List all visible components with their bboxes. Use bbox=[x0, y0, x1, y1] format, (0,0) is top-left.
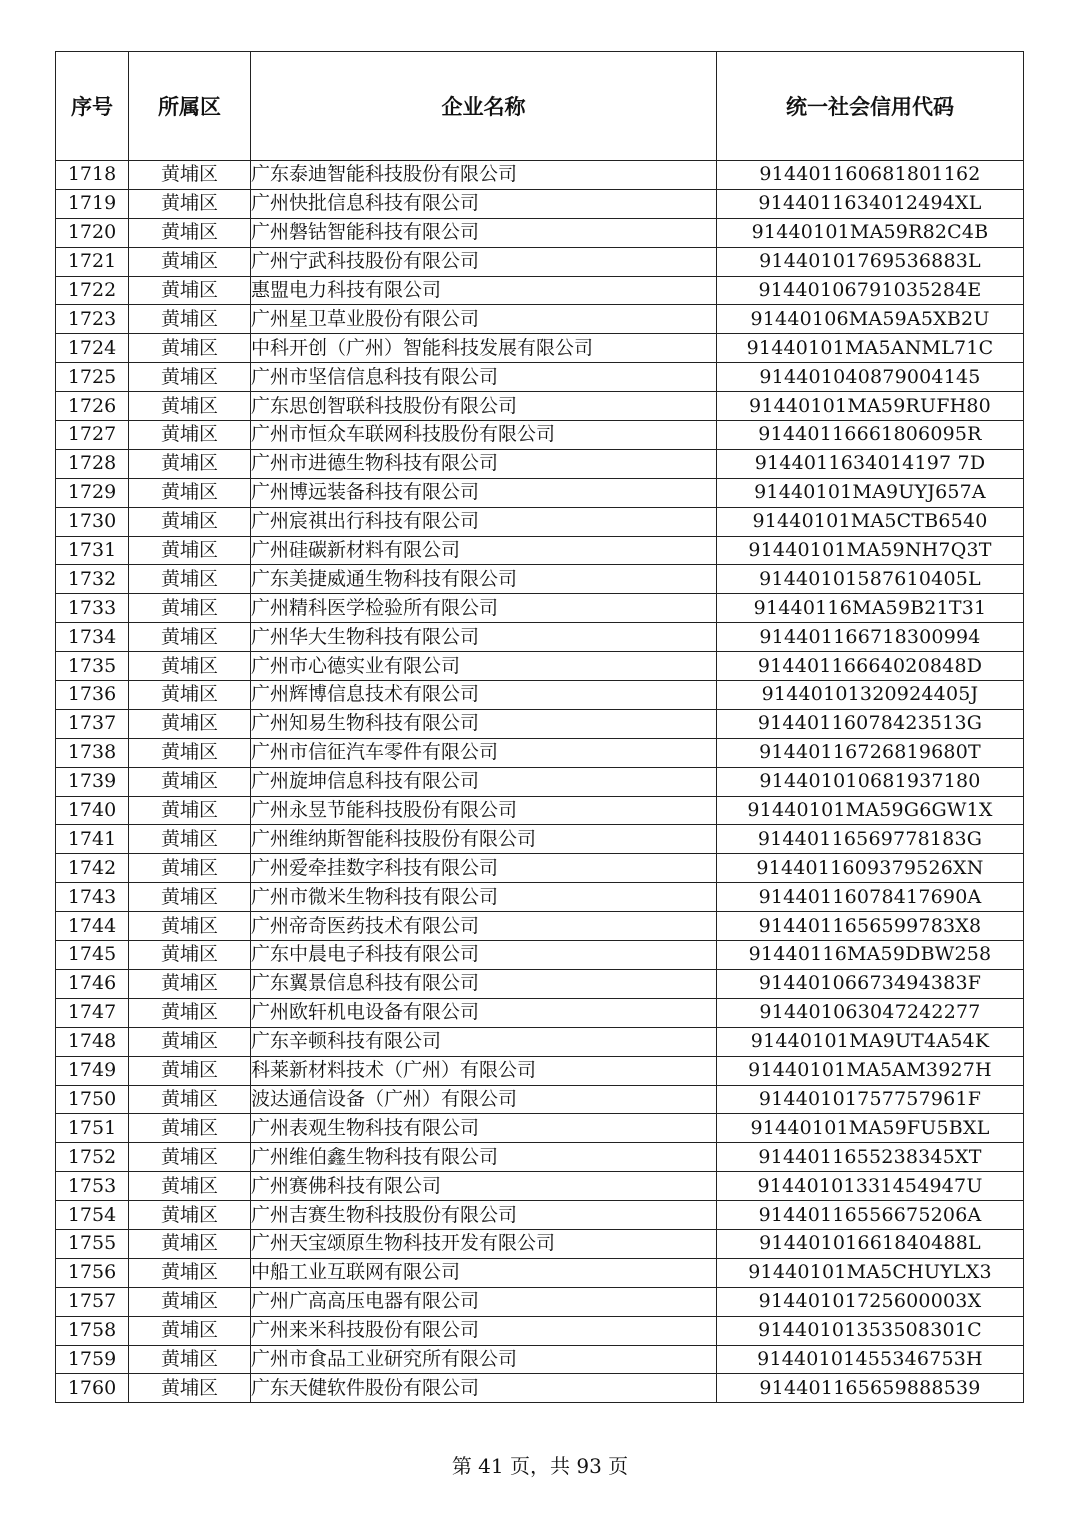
row-code-cell: 914401040879004145 bbox=[717, 363, 1024, 392]
row-code-cell: 9144011609379526XN bbox=[717, 854, 1024, 883]
row-district-cell: 黄埔区 bbox=[129, 681, 251, 710]
row-company-cell: 广东中晨电子科技有限公司 bbox=[251, 941, 717, 970]
table-header bbox=[56, 52, 1024, 161]
table-row bbox=[56, 1114, 1024, 1143]
row-seq-cell: 1735 bbox=[56, 652, 129, 681]
table-row bbox=[56, 507, 1024, 536]
row-code-cell: 91440101MA5CHUYLX3 bbox=[717, 1258, 1024, 1287]
row-seq-cell: 1760 bbox=[56, 1374, 129, 1403]
row-district-cell: 黄埔区 bbox=[129, 565, 251, 594]
table-row bbox=[56, 421, 1024, 450]
row-district-cell: 黄埔区 bbox=[129, 305, 251, 334]
row-district-cell: 黄埔区 bbox=[129, 189, 251, 218]
row-district-cell: 黄埔区 bbox=[129, 334, 251, 363]
row-district-cell: 黄埔区 bbox=[129, 854, 251, 883]
row-code-cell: 91440101MA9UT4A54K bbox=[717, 1027, 1024, 1056]
row-district-cell: 黄埔区 bbox=[129, 161, 251, 190]
row-company-cell: 广州天宝颂原生物科技开发有限公司 bbox=[251, 1229, 717, 1258]
row-company-cell: 广州维纳斯智能科技股份有限公司 bbox=[251, 825, 717, 854]
row-company-cell: 惠盟电力科技有限公司 bbox=[251, 276, 717, 305]
row-code-cell: 91440101MA5CTB6540 bbox=[717, 507, 1024, 536]
row-district-cell: 黄埔区 bbox=[129, 1287, 251, 1316]
row-district-cell: 黄埔区 bbox=[129, 623, 251, 652]
table-row bbox=[56, 478, 1024, 507]
table-row bbox=[56, 825, 1024, 854]
row-seq-cell: 1737 bbox=[56, 709, 129, 738]
enterprise-registry-table bbox=[55, 51, 1024, 1403]
table-row bbox=[56, 998, 1024, 1027]
table-row bbox=[56, 796, 1024, 825]
row-district-cell: 黄埔区 bbox=[129, 738, 251, 767]
row-seq-cell: 1727 bbox=[56, 421, 129, 450]
table-row bbox=[56, 681, 1024, 710]
row-company-cell: 广州星卫草业股份有限公司 bbox=[251, 305, 717, 334]
row-code-cell: 91440116078417690A bbox=[717, 883, 1024, 912]
table-row bbox=[56, 1056, 1024, 1085]
row-district-cell: 黄埔区 bbox=[129, 478, 251, 507]
table-row bbox=[56, 449, 1024, 478]
row-code-cell: 914401166718300994 bbox=[717, 623, 1024, 652]
row-seq-cell: 1752 bbox=[56, 1143, 129, 1172]
table-row bbox=[56, 536, 1024, 565]
table-row bbox=[56, 1316, 1024, 1345]
row-code-cell: 9144011634012494XL bbox=[717, 189, 1024, 218]
row-code-cell: 91440116MA59DBW258 bbox=[717, 941, 1024, 970]
table-row bbox=[56, 912, 1024, 941]
table-row bbox=[56, 1374, 1024, 1403]
row-company-cell: 广州博远装备科技有限公司 bbox=[251, 478, 717, 507]
row-seq-cell: 1718 bbox=[56, 161, 129, 190]
row-district-cell: 黄埔区 bbox=[129, 276, 251, 305]
row-company-cell: 广州市进德生物科技有限公司 bbox=[251, 449, 717, 478]
row-company-cell: 广东翼景信息科技有限公司 bbox=[251, 969, 717, 998]
row-code-cell: 914401010681937180 bbox=[717, 767, 1024, 796]
row-company-cell: 广州市信征汽车零件有限公司 bbox=[251, 738, 717, 767]
header-code: 统一社会信用代码 bbox=[717, 52, 1024, 161]
row-company-cell: 广东辛顿科技有限公司 bbox=[251, 1027, 717, 1056]
row-company-cell: 广州欧轩机电设备有限公司 bbox=[251, 998, 717, 1027]
row-company-cell: 广东天健软件股份有限公司 bbox=[251, 1374, 717, 1403]
row-code-cell: 91440106791035284E bbox=[717, 276, 1024, 305]
row-seq-cell: 1729 bbox=[56, 478, 129, 507]
row-seq-cell: 1721 bbox=[56, 247, 129, 276]
row-seq-cell: 1733 bbox=[56, 594, 129, 623]
row-company-cell: 广州硅碳新材料有限公司 bbox=[251, 536, 717, 565]
row-company-cell: 广州市微米生物科技有限公司 bbox=[251, 883, 717, 912]
row-seq-cell: 1759 bbox=[56, 1345, 129, 1374]
row-code-cell: 91440101769536883L bbox=[717, 247, 1024, 276]
table-row bbox=[56, 854, 1024, 883]
header-row bbox=[56, 52, 1024, 161]
table-row bbox=[56, 594, 1024, 623]
row-company-cell: 广州爱牵挂数字科技有限公司 bbox=[251, 854, 717, 883]
row-seq-cell: 1723 bbox=[56, 305, 129, 334]
row-code-cell: 91440101455346753H bbox=[717, 1345, 1024, 1374]
row-code-cell: 91440101353508301C bbox=[717, 1316, 1024, 1345]
row-seq-cell: 1742 bbox=[56, 854, 129, 883]
row-company-cell: 广东思创智联科技股份有限公司 bbox=[251, 392, 717, 421]
row-code-cell: 91440101MA5AM3927H bbox=[717, 1056, 1024, 1085]
row-seq-cell: 1724 bbox=[56, 334, 129, 363]
row-district-cell: 黄埔区 bbox=[129, 825, 251, 854]
row-seq-cell: 1728 bbox=[56, 449, 129, 478]
table-row bbox=[56, 1027, 1024, 1056]
row-seq-cell: 1755 bbox=[56, 1229, 129, 1258]
table-row bbox=[56, 969, 1024, 998]
table-row bbox=[56, 709, 1024, 738]
row-company-cell: 广州市坚信信息科技有限公司 bbox=[251, 363, 717, 392]
row-district-cell: 黄埔区 bbox=[129, 1374, 251, 1403]
table-row bbox=[56, 565, 1024, 594]
row-seq-cell: 1747 bbox=[56, 998, 129, 1027]
row-seq-cell: 1725 bbox=[56, 363, 129, 392]
row-code-cell: 91440101661840488L bbox=[717, 1229, 1024, 1258]
row-company-cell: 广东泰迪智能科技股份有限公司 bbox=[251, 161, 717, 190]
row-company-cell: 广州吉赛生物科技股份有限公司 bbox=[251, 1201, 717, 1230]
table-row bbox=[56, 623, 1024, 652]
row-district-cell: 黄埔区 bbox=[129, 1085, 251, 1114]
row-code-cell: 91440101MA5ANML71C bbox=[717, 334, 1024, 363]
row-company-cell: 广州广高高压电器有限公司 bbox=[251, 1287, 717, 1316]
row-code-cell: 91440116664020848D bbox=[717, 652, 1024, 681]
row-company-cell: 广州宸祺出行科技有限公司 bbox=[251, 507, 717, 536]
row-district-cell: 黄埔区 bbox=[129, 1258, 251, 1287]
row-seq-cell: 1756 bbox=[56, 1258, 129, 1287]
row-seq-cell: 1736 bbox=[56, 681, 129, 710]
table-row bbox=[56, 1229, 1024, 1258]
row-seq-cell: 1722 bbox=[56, 276, 129, 305]
table-row bbox=[56, 161, 1024, 190]
row-district-cell: 黄埔区 bbox=[129, 392, 251, 421]
page-number-footer: 第 41 页，共 93 页 bbox=[451, 1454, 629, 1478]
row-district-cell: 黄埔区 bbox=[129, 594, 251, 623]
row-code-cell: 914401165659888539 bbox=[717, 1374, 1024, 1403]
row-seq-cell: 1719 bbox=[56, 189, 129, 218]
row-code-cell: 91440101MA59R82C4B bbox=[717, 218, 1024, 247]
table-row bbox=[56, 1085, 1024, 1114]
row-code-cell: 91440101587610405L bbox=[717, 565, 1024, 594]
row-company-cell: 科莱新材料技术（广州）有限公司 bbox=[251, 1056, 717, 1085]
row-seq-cell: 1741 bbox=[56, 825, 129, 854]
row-code-cell: 91440116569778183G bbox=[717, 825, 1024, 854]
table-row bbox=[56, 767, 1024, 796]
row-company-cell: 广州辉博信息技术有限公司 bbox=[251, 681, 717, 710]
table-row bbox=[56, 247, 1024, 276]
row-company-cell: 广东美捷威通生物科技有限公司 bbox=[251, 565, 717, 594]
header-company: 企业名称 bbox=[251, 52, 717, 161]
row-code-cell: 91440101725600003X bbox=[717, 1287, 1024, 1316]
table-row bbox=[56, 218, 1024, 247]
row-company-cell: 广州帝奇医药技术有限公司 bbox=[251, 912, 717, 941]
row-district-cell: 黄埔区 bbox=[129, 1143, 251, 1172]
row-district-cell: 黄埔区 bbox=[129, 912, 251, 941]
row-seq-cell: 1751 bbox=[56, 1114, 129, 1143]
row-district-cell: 黄埔区 bbox=[129, 1345, 251, 1374]
row-code-cell: 91440101331454947U bbox=[717, 1172, 1024, 1201]
row-code-cell: 91440116556675206A bbox=[717, 1201, 1024, 1230]
row-district-cell: 黄埔区 bbox=[129, 1027, 251, 1056]
row-company-cell: 广州市食品工业研究所有限公司 bbox=[251, 1345, 717, 1374]
row-code-cell: 91440106MA59A5XB2U bbox=[717, 305, 1024, 334]
row-district-cell: 黄埔区 bbox=[129, 796, 251, 825]
row-district-cell: 黄埔区 bbox=[129, 941, 251, 970]
row-code-cell: 91440101MA59RUFH80 bbox=[717, 392, 1024, 421]
row-district-cell: 黄埔区 bbox=[129, 421, 251, 450]
row-seq-cell: 1734 bbox=[56, 623, 129, 652]
table-row bbox=[56, 941, 1024, 970]
row-district-cell: 黄埔区 bbox=[129, 1114, 251, 1143]
row-district-cell: 黄埔区 bbox=[129, 1172, 251, 1201]
row-district-cell: 黄埔区 bbox=[129, 247, 251, 276]
table-row bbox=[56, 392, 1024, 421]
row-company-cell: 广州精科医学检验所有限公司 bbox=[251, 594, 717, 623]
table-row bbox=[56, 652, 1024, 681]
row-code-cell: 914401063047242277 bbox=[717, 998, 1024, 1027]
row-code-cell: 91440116078423513G bbox=[717, 709, 1024, 738]
row-code-cell: 91440101MA9UYJ657A bbox=[717, 478, 1024, 507]
row-code-cell: 914401160681801162 bbox=[717, 161, 1024, 190]
table-body bbox=[56, 161, 1024, 1403]
row-seq-cell: 1732 bbox=[56, 565, 129, 594]
row-company-cell: 广州来米科技股份有限公司 bbox=[251, 1316, 717, 1345]
row-district-cell: 黄埔区 bbox=[129, 218, 251, 247]
table-row bbox=[56, 738, 1024, 767]
row-seq-cell: 1754 bbox=[56, 1201, 129, 1230]
row-district-cell: 黄埔区 bbox=[129, 1229, 251, 1258]
row-code-cell: 91440101MA59FU5BXL bbox=[717, 1114, 1024, 1143]
row-code-cell: 91440116MA59B21T31 bbox=[717, 594, 1024, 623]
table-row bbox=[56, 1172, 1024, 1201]
header-district: 所属区 bbox=[129, 52, 251, 161]
row-code-cell: 91440101MA59NH7Q3T bbox=[717, 536, 1024, 565]
row-district-cell: 黄埔区 bbox=[129, 363, 251, 392]
row-code-cell: 91440101320924405J bbox=[717, 681, 1024, 710]
row-company-cell: 中科开创（广州）智能科技发展有限公司 bbox=[251, 334, 717, 363]
row-seq-cell: 1753 bbox=[56, 1172, 129, 1201]
row-seq-cell: 1743 bbox=[56, 883, 129, 912]
table-row bbox=[56, 1287, 1024, 1316]
table-row bbox=[56, 883, 1024, 912]
row-district-cell: 黄埔区 bbox=[129, 1316, 251, 1345]
row-company-cell: 广州旋坤信息科技有限公司 bbox=[251, 767, 717, 796]
row-district-cell: 黄埔区 bbox=[129, 969, 251, 998]
row-seq-cell: 1726 bbox=[56, 392, 129, 421]
row-district-cell: 黄埔区 bbox=[129, 652, 251, 681]
row-district-cell: 黄埔区 bbox=[129, 449, 251, 478]
table-row bbox=[56, 276, 1024, 305]
row-code-cell: 91440101MA59G6GW1X bbox=[717, 796, 1024, 825]
header-seq: 序号 bbox=[56, 52, 129, 161]
table-row bbox=[56, 1345, 1024, 1374]
row-seq-cell: 1738 bbox=[56, 738, 129, 767]
row-company-cell: 广州磐钴智能科技有限公司 bbox=[251, 218, 717, 247]
row-seq-cell: 1739 bbox=[56, 767, 129, 796]
row-company-cell: 中船工业互联网有限公司 bbox=[251, 1258, 717, 1287]
row-code-cell: 91440101757757961F bbox=[717, 1085, 1024, 1114]
table-row bbox=[56, 189, 1024, 218]
row-seq-cell: 1749 bbox=[56, 1056, 129, 1085]
row-code-cell: 9144011634014197 7D bbox=[717, 449, 1024, 478]
row-seq-cell: 1744 bbox=[56, 912, 129, 941]
row-company-cell: 广州维伯鑫生物科技有限公司 bbox=[251, 1143, 717, 1172]
table-row bbox=[56, 1143, 1024, 1172]
row-code-cell: 91440116726819680T bbox=[717, 738, 1024, 767]
row-seq-cell: 1750 bbox=[56, 1085, 129, 1114]
row-company-cell: 广州知易生物科技有限公司 bbox=[251, 709, 717, 738]
row-seq-cell: 1731 bbox=[56, 536, 129, 565]
row-company-cell: 广州快批信息科技有限公司 bbox=[251, 189, 717, 218]
table-row bbox=[56, 1258, 1024, 1287]
row-district-cell: 黄埔区 bbox=[129, 767, 251, 796]
row-district-cell: 黄埔区 bbox=[129, 883, 251, 912]
row-district-cell: 黄埔区 bbox=[129, 507, 251, 536]
row-company-cell: 广州市心德实业有限公司 bbox=[251, 652, 717, 681]
row-seq-cell: 1745 bbox=[56, 941, 129, 970]
row-seq-cell: 1730 bbox=[56, 507, 129, 536]
row-company-cell: 广州华大生物科技有限公司 bbox=[251, 623, 717, 652]
table-row bbox=[56, 1201, 1024, 1230]
row-seq-cell: 1746 bbox=[56, 969, 129, 998]
row-district-cell: 黄埔区 bbox=[129, 536, 251, 565]
row-company-cell: 广州市恒众车联网科技股份有限公司 bbox=[251, 421, 717, 450]
row-code-cell: 91440106673494383F bbox=[717, 969, 1024, 998]
table-row bbox=[56, 305, 1024, 334]
row-seq-cell: 1748 bbox=[56, 1027, 129, 1056]
row-seq-cell: 1758 bbox=[56, 1316, 129, 1345]
row-district-cell: 黄埔区 bbox=[129, 998, 251, 1027]
row-district-cell: 黄埔区 bbox=[129, 1201, 251, 1230]
row-district-cell: 黄埔区 bbox=[129, 1056, 251, 1085]
row-district-cell: 黄埔区 bbox=[129, 709, 251, 738]
row-company-cell: 广州赛佛科技有限公司 bbox=[251, 1172, 717, 1201]
row-seq-cell: 1757 bbox=[56, 1287, 129, 1316]
row-code-cell: 9144011655238345XT bbox=[717, 1143, 1024, 1172]
row-code-cell: 91440116661806095R bbox=[717, 421, 1024, 450]
row-company-cell: 广州宁武科技股份有限公司 bbox=[251, 247, 717, 276]
row-seq-cell: 1720 bbox=[56, 218, 129, 247]
table-row bbox=[56, 334, 1024, 363]
row-seq-cell: 1740 bbox=[56, 796, 129, 825]
row-company-cell: 广州永昱节能科技股份有限公司 bbox=[251, 796, 717, 825]
table-row bbox=[56, 363, 1024, 392]
row-company-cell: 广州表观生物科技有限公司 bbox=[251, 1114, 717, 1143]
row-code-cell: 9144011656599783X8 bbox=[717, 912, 1024, 941]
row-company-cell: 波达通信设备（广州）有限公司 bbox=[251, 1085, 717, 1114]
